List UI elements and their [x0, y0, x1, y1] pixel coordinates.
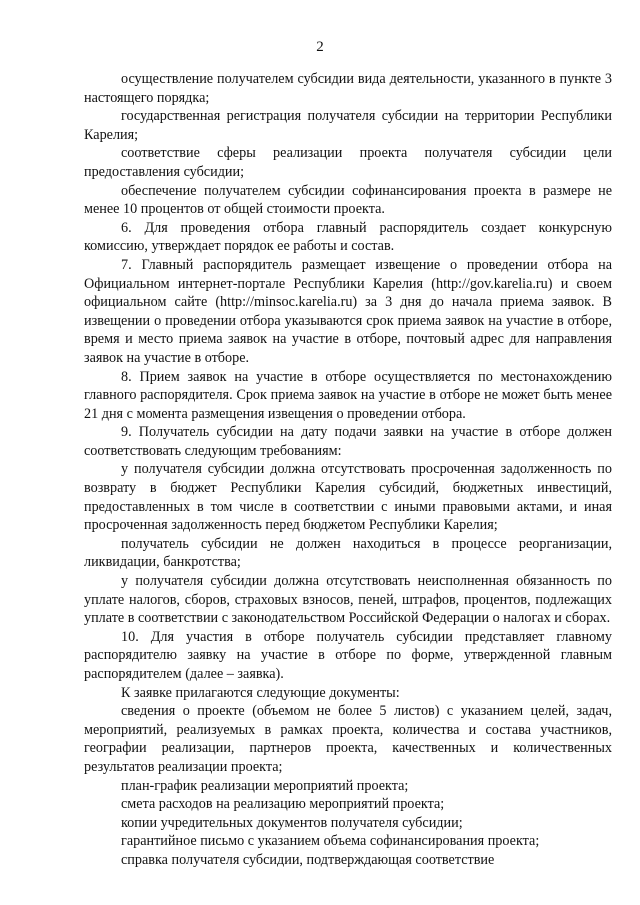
paragraph: государственная регистрация получателя субсидии на территории Республики Карелия;	[84, 108, 612, 143]
paragraph: у получателя субсидии должна отсутствовать неисполненная обязанность по уплате налогов, сборов, страховых взносов, пеней, штрафов, процентов, подлежащих уплате в соответствии с законодательством Российской Федерации о налогах и сборах.	[84, 573, 612, 627]
paragraph-item-6: 6. Для проведения отбора главный распорядитель создает конкурсную комиссию, утверждает порядок ее работы и состав.	[84, 219, 612, 255]
paragraph: получатель субсидии не должен находиться в процессе реорганизации, ликвидации, банкротства;	[84, 535, 612, 571]
paragraph: копии учредительных документов получателя субсидии;	[121, 814, 463, 831]
paragraph: сведения о проекте (объемом не более 5 листов) с указанием целей, задач, мероприятий, реализуемых в рамках проекта, количества и состава участников, географии реализации, партнеров проекта, качественных и количественных результатов реализации проекта;	[84, 703, 612, 775]
paragraph-item-10: 10. Для участия в отборе получатель субсидии представляет главному распорядителю заявку на участие в отборе по форме, утвержденной главным распорядителем (далее – заявка).	[84, 628, 612, 682]
document-body	[84, 70, 612, 870]
page-number: 2	[316, 39, 324, 55]
paragraph: соответствие сферы реализации проекта получателя субсидии цели предоставления субсидии;	[84, 145, 612, 180]
paragraph: у получателя субсидии должна отсутствовать просроченная задолженность по возврату в бюджет Республики Карелия субсидий, бюджетных инвестиций, предоставленных в том числе в соответствии с иными правовыми актами, и иная просроченная задолженность перед бюджетом Республики Карелия;	[84, 461, 612, 534]
paragraph: К заявке прилагаются следующие документы:	[121, 684, 400, 701]
paragraph: осуществление получателем субсидии вида деятельности, указанного в пункте 3 настоящего порядка;	[84, 71, 612, 106]
paragraph: справка получателя субсидии, подтверждающая соответствие	[121, 851, 495, 868]
paragraph: смета расходов на реализацию мероприятий проекта;	[121, 796, 445, 813]
paragraph-item-7: 7. Главный распорядитель размещает извещение о проведении отбора на Официальном интернет-портале Республики Карелия (http://gov.karelia.ru) и своем официальном сайте (http://minsoc.karelia.ru) за 3 дня до начала приема заявок. В извещении о проведении отбора указываются срок приема заявок на участие в отборе, время и место приема заявок на участие в отборе, почтовый адрес для направления заявок на участие в отборе.	[84, 256, 612, 366]
paragraph: гарантийное письмо с указанием объема софинансирования проекта;	[121, 833, 540, 850]
paragraph: обеспечение получателем субсидии софинансирования проекта в размере не менее 10 процентов от общей стоимости проекта.	[84, 182, 612, 218]
paragraph-item-8: 8. Прием заявок на участие в отборе осуществляется по местонахождению главного распорядителя. Срок приема заявок на участие в отборе не может быть менее 21 дня с момента размещения извещения о проведении отбора.	[84, 368, 612, 422]
paragraph-item-9: 9. Получатель субсидии на дату подачи заявки на участие в отборе должен соответствовать следующим требованиям:	[84, 424, 612, 459]
paragraph: план-график реализации мероприятий проекта;	[121, 777, 409, 794]
